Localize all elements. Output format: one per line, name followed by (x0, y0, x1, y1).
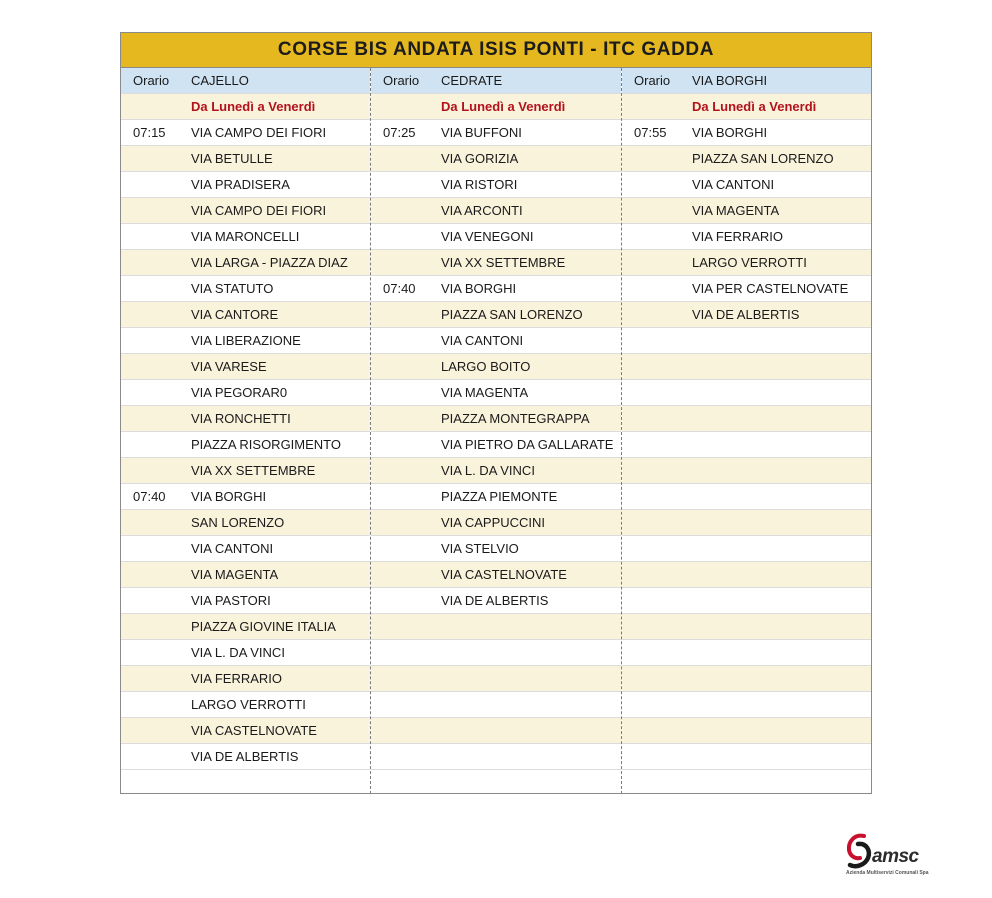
stop-name: VIA PER CASTELNOVATE (692, 281, 849, 296)
table-row (121, 718, 370, 744)
route-column (121, 68, 371, 794)
stop-name: VIA BETULLE (191, 151, 273, 166)
stop-name: VIA DE ALBERTIS (441, 593, 549, 608)
table-row (371, 536, 621, 562)
stop-name: PIAZZA GIOVINE ITALIA (191, 619, 336, 634)
days-row (622, 94, 872, 120)
time-header: Orario (383, 73, 420, 88)
table-row (121, 458, 370, 484)
route-name: CEDRATE (441, 73, 503, 88)
stop-name: VIA RONCHETTI (191, 411, 291, 426)
table-row (371, 562, 621, 588)
stop-name: VIA ARCONTI (441, 203, 523, 218)
stop-name: VIA STELVIO (441, 541, 519, 556)
days-row (121, 94, 370, 120)
stop-name: VIA CANTORE (191, 307, 279, 322)
table-row (121, 302, 370, 328)
table-row (121, 354, 370, 380)
table-row (622, 328, 872, 354)
table-row (371, 458, 621, 484)
stop-name: PIAZZA SAN LORENZO (441, 307, 583, 322)
stop-name: VIA BUFFONI (441, 125, 522, 140)
table-row (121, 744, 370, 770)
stop-name: VIA XX SETTEMBRE (441, 255, 566, 270)
stop-name: VIA LIBERAZIONE (191, 333, 301, 348)
table-row (622, 406, 872, 432)
stop-name: LARGO VERROTTI (191, 697, 306, 712)
table-row (622, 224, 872, 250)
table-row (371, 666, 621, 692)
stop-name: VIA BORGHI (692, 125, 768, 140)
table-row (622, 510, 872, 536)
table-row (121, 198, 370, 224)
stop-name: SAN LORENZO (191, 515, 285, 530)
table-row (371, 406, 621, 432)
route-name: CAJELLO (191, 73, 249, 88)
table-row (121, 666, 370, 692)
table-row (371, 718, 621, 744)
table-row (121, 120, 370, 146)
days-label: Da Lunedì a Venerdì (441, 99, 566, 114)
stop-time: 07:40 (383, 281, 416, 296)
stop-time: 07:40 (133, 489, 166, 504)
stop-name: VIA MAGENTA (191, 567, 279, 582)
table-row (371, 120, 621, 146)
stop-name: PIAZZA MONTEGRAPPA (441, 411, 590, 426)
stop-name: VIA PRADISERA (191, 177, 290, 192)
table-row (371, 484, 621, 510)
column-header (371, 68, 621, 94)
table-row (121, 692, 370, 718)
time-header: Orario (634, 73, 671, 88)
table-row (121, 432, 370, 458)
stop-name: LARGO BOITO (441, 359, 531, 374)
table-row (121, 276, 370, 302)
stop-name: VIA CANTONI (441, 333, 524, 348)
stop-name: VIA PASTORI (191, 593, 271, 608)
logo-tagline: Azienda Multiservizi Comunali Spa (846, 870, 929, 876)
stop-name: VIA STATUTO (191, 281, 274, 296)
table-row (622, 276, 872, 302)
table-row (622, 146, 872, 172)
stop-name: VIA LARGA - PIAZZA DIAZ (191, 255, 348, 270)
amsc-logo (844, 832, 930, 880)
table-row (121, 640, 370, 666)
table-row (121, 406, 370, 432)
table-row (622, 198, 872, 224)
table-row (371, 328, 621, 354)
stop-name: VIA MARONCELLI (191, 229, 300, 244)
table-row (622, 354, 872, 380)
days-label: Da Lunedì a Venerdì (692, 99, 817, 114)
stop-time: 07:15 (133, 125, 166, 140)
table-row (622, 692, 872, 718)
stop-name: VIA XX SETTEMBRE (191, 463, 316, 478)
stop-name: VIA L. DA VINCI (191, 645, 285, 660)
table-row (121, 536, 370, 562)
table-row (371, 614, 621, 640)
table-row (371, 380, 621, 406)
table-row (121, 588, 370, 614)
column-header (622, 68, 872, 94)
stop-name: VIA FERRARIO (191, 671, 283, 686)
table-row (622, 718, 872, 744)
timetable (120, 32, 872, 794)
table-row (121, 562, 370, 588)
stop-name: VIA PEGORAR0 (191, 385, 288, 400)
stop-name: VIA CAMPO DEI FIORI (191, 125, 327, 140)
stop-name: VIA CASTELNOVATE (191, 723, 317, 738)
table-row (121, 250, 370, 276)
table-row (371, 432, 621, 458)
stop-name: PIAZZA RISORGIMENTO (191, 437, 342, 452)
table-row (622, 172, 872, 198)
table-row (121, 328, 370, 354)
table-row (371, 198, 621, 224)
table-row (121, 380, 370, 406)
route-name: VIA BORGHI (692, 73, 768, 88)
route-column (622, 68, 872, 794)
table-row (622, 302, 872, 328)
table-row (371, 276, 621, 302)
table-row (622, 380, 872, 406)
timetable-title: CORSE BIS ANDATA ISIS PONTI - ITC GADDA (121, 33, 871, 68)
table-row (371, 302, 621, 328)
table-row (371, 510, 621, 536)
stop-name: VIA GORIZIA (441, 151, 519, 166)
stop-name: VIA CAPPUCCINI (441, 515, 546, 530)
stop-name: VIA MAGENTA (441, 385, 529, 400)
table-row (371, 588, 621, 614)
table-row (622, 588, 872, 614)
stop-time: 07:55 (634, 125, 667, 140)
table-row (371, 640, 621, 666)
stop-name: VIA MAGENTA (692, 203, 780, 218)
days-row (371, 94, 621, 120)
table-row (622, 250, 872, 276)
table-row (121, 510, 370, 536)
table-row (622, 562, 872, 588)
table-row (121, 614, 370, 640)
stop-name: LARGO VERROTTI (692, 255, 807, 270)
stop-name: VIA VARESE (191, 359, 267, 374)
stop-name: VIA BORGHI (441, 281, 517, 296)
table-row (622, 640, 872, 666)
stop-name: VIA CANTONI (191, 541, 274, 556)
stop-time: 07:25 (383, 125, 416, 140)
table-row (622, 120, 872, 146)
route-column (371, 68, 622, 794)
time-header: Orario (133, 73, 170, 88)
table-row (622, 536, 872, 562)
stop-name: VIA L. DA VINCI (441, 463, 535, 478)
table-row (371, 250, 621, 276)
table-row (622, 484, 872, 510)
table-row (371, 172, 621, 198)
table-row (371, 224, 621, 250)
route-columns (121, 68, 871, 794)
table-row (121, 484, 370, 510)
table-row (622, 666, 872, 692)
stop-name: VIA CANTONI (692, 177, 775, 192)
table-row (371, 146, 621, 172)
stop-name: VIA FERRARIO (692, 229, 784, 244)
stop-name: PIAZZA SAN LORENZO (692, 151, 834, 166)
stop-name: VIA CAMPO DEI FIORI (191, 203, 327, 218)
table-row (121, 224, 370, 250)
table-row (622, 458, 872, 484)
days-label: Da Lunedì a Venerdì (191, 99, 316, 114)
stop-name: VIA DE ALBERTIS (191, 749, 299, 764)
table-row (371, 692, 621, 718)
stop-name: VIA DE ALBERTIS (692, 307, 800, 322)
stop-name: VIA PIETRO DA GALLARATE (441, 437, 614, 452)
table-row (622, 614, 872, 640)
stop-name: VIA RISTORI (441, 177, 518, 192)
table-row (371, 354, 621, 380)
table-row (622, 432, 872, 458)
table-row (622, 744, 872, 770)
stop-name: VIA BORGHI (191, 489, 267, 504)
column-header (121, 68, 370, 94)
stop-name: VIA VENEGONI (441, 229, 534, 244)
table-row (121, 172, 370, 198)
table-row (121, 146, 370, 172)
logo-wordmark: amsc (872, 846, 919, 867)
stop-name: PIAZZA PIEMONTE (441, 489, 558, 504)
stop-name: VIA CASTELNOVATE (441, 567, 567, 582)
table-row (371, 744, 621, 770)
